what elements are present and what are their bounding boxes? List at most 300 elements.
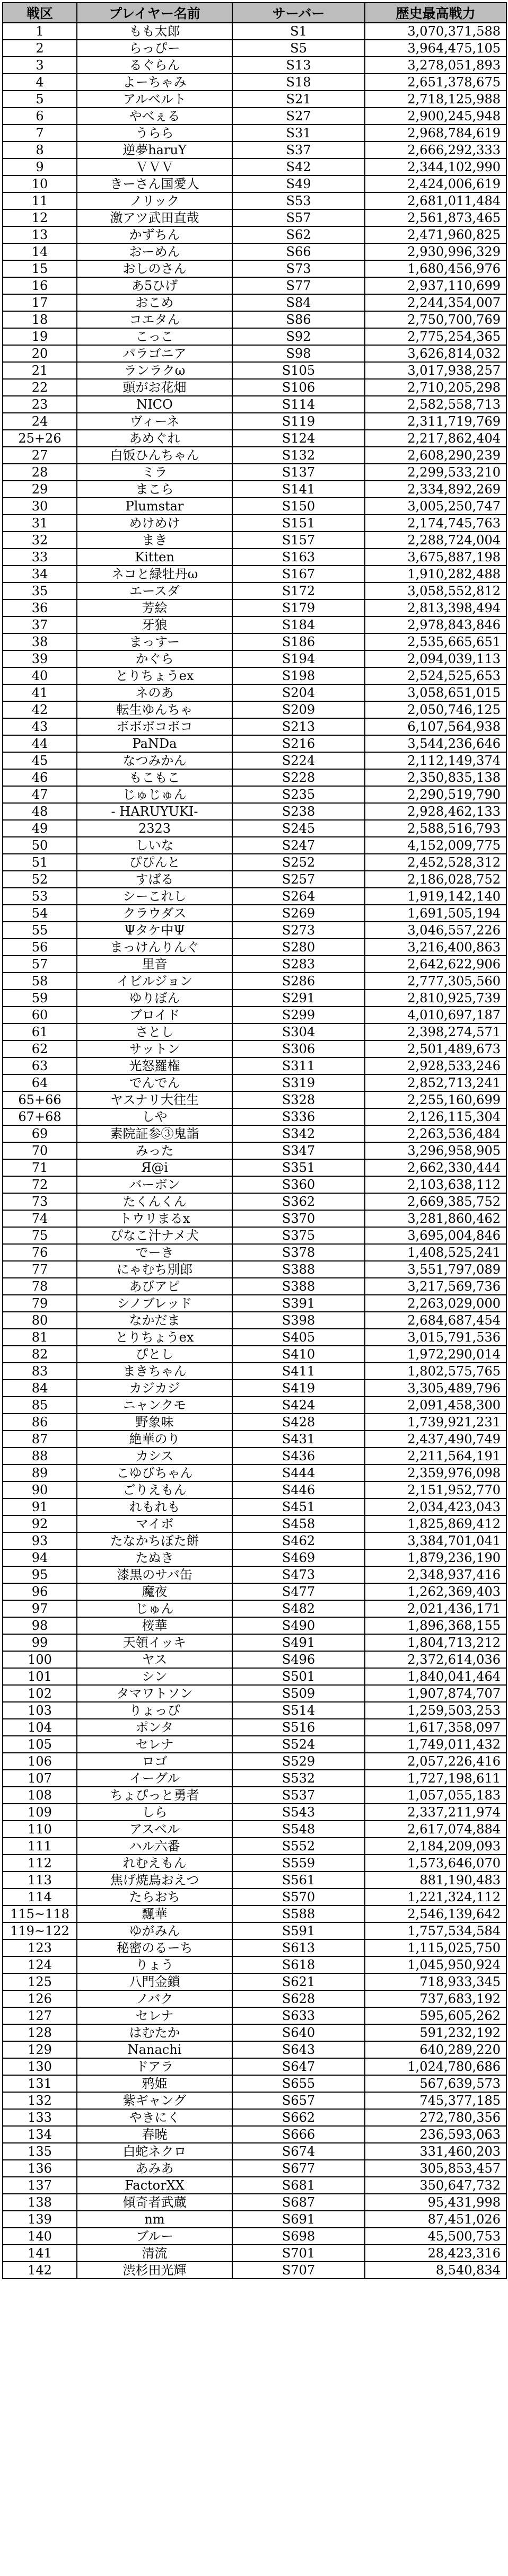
server-cell: S167 — [232, 566, 365, 583]
max-power-cell: 2,546,139,642 — [365, 1905, 506, 1922]
header-max-power: 歴史最高戦力 — [365, 3, 506, 23]
player-name-cell: ボボボコボコ — [77, 718, 232, 735]
table-row — [3, 871, 506, 888]
max-power-cell: 2,151,952,770 — [365, 1481, 506, 1498]
server-cell: S559 — [232, 1855, 365, 1872]
player-name-cell: 激アツ武田直哉 — [77, 209, 232, 226]
district-cell: 106 — [3, 1753, 77, 1770]
server-cell: S561 — [232, 1872, 365, 1889]
player-name-cell: ちょぴっと勇者 — [77, 1787, 232, 1804]
table-row — [3, 735, 506, 752]
max-power-cell: 2,263,536,484 — [365, 1125, 506, 1142]
player-name-cell: まっけんりんぐ — [77, 939, 232, 956]
table-row — [3, 1193, 506, 1210]
table-row — [3, 2058, 506, 2075]
player-name-cell: ヤス — [77, 1651, 232, 1668]
district-cell: 70 — [3, 1142, 77, 1159]
player-name-cell: 転生ゆんちゃ — [77, 701, 232, 718]
district-cell: 94 — [3, 1549, 77, 1566]
district-cell: 30 — [3, 498, 77, 515]
district-cell: 51 — [3, 854, 77, 871]
server-cell: S179 — [232, 599, 365, 616]
server-cell: S252 — [232, 854, 365, 871]
district-cell: 91 — [3, 1498, 77, 1515]
max-power-cell: 2,350,835,138 — [365, 769, 506, 786]
table-row — [3, 684, 506, 701]
max-power-cell: 2,299,533,210 — [365, 464, 506, 481]
player-name-cell: すばる — [77, 871, 232, 888]
district-cell: 47 — [3, 786, 77, 803]
district-cell: 50 — [3, 837, 77, 854]
table-row — [3, 108, 506, 125]
header-player-name: プレイヤー名前 — [77, 3, 232, 23]
table-row — [3, 2228, 506, 2245]
player-name-cell: 飄華 — [77, 1905, 232, 1922]
district-cell: 82 — [3, 1346, 77, 1363]
table-row — [3, 1057, 506, 1074]
server-cell: S213 — [232, 718, 365, 735]
player-name-cell: 漆黒のサバ缶 — [77, 1566, 232, 1583]
player-name-cell: 絶華のり — [77, 1431, 232, 1448]
district-cell: 31 — [3, 515, 77, 532]
server-cell: S687 — [232, 2194, 365, 2211]
table-row — [3, 1600, 506, 1617]
player-name-cell: ランラクω — [77, 362, 232, 379]
server-cell: S388 — [232, 1261, 365, 1278]
table-row — [3, 23, 506, 40]
district-cell: 97 — [3, 1600, 77, 1617]
player-name-cell: ぴとし — [77, 1346, 232, 1363]
header-district: 戦区 — [3, 3, 77, 23]
district-cell: 104 — [3, 1719, 77, 1736]
max-power-cell: 3,964,475,105 — [365, 40, 506, 57]
table-row — [3, 1261, 506, 1278]
server-cell: S628 — [232, 1990, 365, 2007]
server-cell: S245 — [232, 820, 365, 837]
server-cell: S31 — [232, 125, 365, 142]
district-cell: 111 — [3, 1838, 77, 1855]
max-power-cell: 2,501,489,673 — [365, 1040, 506, 1057]
player-name-cell: るぐらん — [77, 57, 232, 74]
max-power-cell: 2,524,525,653 — [365, 667, 506, 684]
max-power-cell: 2,263,029,000 — [365, 1295, 506, 1312]
table-row — [3, 1448, 506, 1465]
table-row — [3, 1515, 506, 1532]
district-cell: 32 — [3, 532, 77, 549]
server-cell: S640 — [232, 2024, 365, 2041]
district-cell: 101 — [3, 1668, 77, 1685]
player-name-cell: とりちょうex — [77, 1329, 232, 1346]
player-name-cell: Ψタケ中Ψ — [77, 922, 232, 939]
table-row — [3, 2024, 506, 2041]
max-power-cell: 2,813,398,494 — [365, 599, 506, 616]
district-cell: 22 — [3, 379, 77, 396]
server-cell: S491 — [232, 1634, 365, 1651]
district-cell: 140 — [3, 2228, 77, 2245]
server-cell: S548 — [232, 1821, 365, 1838]
max-power-cell: 2,608,290,239 — [365, 447, 506, 464]
player-name-cell: おーめん — [77, 243, 232, 260]
max-power-cell: 2,126,115,304 — [365, 1108, 506, 1125]
max-power-cell: 2,810,925,739 — [365, 990, 506, 1007]
table-row — [3, 1142, 506, 1159]
district-cell: 5 — [3, 91, 77, 108]
district-cell: 3 — [3, 57, 77, 74]
server-cell: S436 — [232, 1448, 365, 1465]
table-row — [3, 209, 506, 226]
table-row — [3, 549, 506, 566]
server-cell: S209 — [232, 701, 365, 718]
max-power-cell: 1,408,525,241 — [365, 1244, 506, 1261]
district-cell: 44 — [3, 735, 77, 752]
max-power-cell: 3,015,791,536 — [365, 1329, 506, 1346]
player-name-cell: 紫ギャング — [77, 2092, 232, 2109]
player-name-cell: ノバク — [77, 1990, 232, 2007]
player-name-cell: 素院証参③鬼詣 — [77, 1125, 232, 1142]
district-cell: 19 — [3, 328, 77, 345]
server-cell: S273 — [232, 922, 365, 939]
table-row — [3, 2109, 506, 2126]
district-cell: 40 — [3, 667, 77, 684]
district-cell: 23 — [3, 396, 77, 413]
server-cell: S184 — [232, 616, 365, 633]
player-name-cell: しや — [77, 1108, 232, 1125]
table-row — [3, 1668, 506, 1685]
table-row — [3, 1753, 506, 1770]
player-name-cell: まっすー — [77, 633, 232, 650]
player-name-cell: 芳絵 — [77, 599, 232, 616]
district-cell: 131 — [3, 2075, 77, 2092]
max-power-cell: 4,152,009,775 — [365, 837, 506, 854]
player-name-cell: ゆがみん — [77, 1922, 232, 1939]
player-name-cell: たぬき — [77, 1549, 232, 1566]
player-name-cell: 渋杉田光輝 — [77, 2262, 232, 2279]
header-row — [3, 3, 506, 23]
max-power-cell: 331,460,203 — [365, 2143, 506, 2160]
district-cell: 61 — [3, 1024, 77, 1040]
player-name-cell: ブロイド — [77, 1007, 232, 1024]
district-cell: 129 — [3, 2041, 77, 2058]
district-cell: 96 — [3, 1583, 77, 1600]
server-cell: S13 — [232, 57, 365, 74]
max-power-cell: 2,535,665,651 — [365, 633, 506, 650]
server-cell: S444 — [232, 1465, 365, 1481]
player-name-cell: 魔夜 — [77, 1583, 232, 1600]
player-name-cell: シン — [77, 1668, 232, 1685]
district-cell: 6 — [3, 108, 77, 125]
server-cell: S351 — [232, 1159, 365, 1176]
district-cell: 87 — [3, 1431, 77, 1448]
max-power-cell: 1,259,503,253 — [365, 1702, 506, 1719]
max-power-cell: 1,972,290,014 — [365, 1346, 506, 1363]
district-cell: 127 — [3, 2007, 77, 2024]
table-row — [3, 294, 506, 311]
table-row — [3, 532, 506, 549]
district-cell: 112 — [3, 1855, 77, 1872]
table-row — [3, 91, 506, 108]
server-cell: S280 — [232, 939, 365, 956]
server-cell: S198 — [232, 667, 365, 684]
server-cell: S424 — [232, 1397, 365, 1414]
max-power-cell: 1,680,456,976 — [365, 260, 506, 277]
player-name-cell: 鸦姫 — [77, 2075, 232, 2092]
max-power-cell: 2,651,378,675 — [365, 74, 506, 91]
server-cell: S27 — [232, 108, 365, 125]
server-cell: S238 — [232, 803, 365, 820]
player-name-cell: ＶＶＶ — [77, 158, 232, 175]
table-row — [3, 40, 506, 57]
max-power-cell: 1,221,324,112 — [365, 1889, 506, 1905]
player-name-cell: かぐら — [77, 650, 232, 667]
ranking-table — [2, 2, 507, 2279]
server-cell: S132 — [232, 447, 365, 464]
district-cell: 71 — [3, 1159, 77, 1176]
player-name-cell: PaNDa — [77, 735, 232, 752]
table-row — [3, 939, 506, 956]
district-cell: 88 — [3, 1448, 77, 1465]
player-name-cell: やべぇる — [77, 108, 232, 125]
server-cell: S674 — [232, 2143, 365, 2160]
server-cell: S235 — [232, 786, 365, 803]
player-name-cell: おこめ — [77, 294, 232, 311]
table-row — [3, 786, 506, 803]
district-cell: 62 — [3, 1040, 77, 1057]
server-cell: S462 — [232, 1532, 365, 1549]
player-name-cell: 頭がお花畑 — [77, 379, 232, 396]
district-cell: 20 — [3, 345, 77, 362]
table-row — [3, 1397, 506, 1414]
server-cell: S283 — [232, 956, 365, 973]
server-cell: S106 — [232, 379, 365, 396]
server-cell: S398 — [232, 1312, 365, 1329]
max-power-cell: 1,749,011,432 — [365, 1736, 506, 1753]
table-row — [3, 1651, 506, 1668]
max-power-cell: 3,058,552,812 — [365, 583, 506, 599]
server-cell: S681 — [232, 2177, 365, 2194]
max-power-cell: 2,561,873,465 — [365, 209, 506, 226]
table-row — [3, 1956, 506, 1973]
district-cell: 77 — [3, 1261, 77, 1278]
max-power-cell: 3,675,887,198 — [365, 549, 506, 566]
max-power-cell: 2,021,436,171 — [365, 1600, 506, 1617]
table-row — [3, 769, 506, 786]
player-name-cell: じゅじゅん — [77, 786, 232, 803]
table-row — [3, 1905, 506, 1922]
table-row — [3, 1804, 506, 1821]
table-row — [3, 1973, 506, 1990]
district-cell: 36 — [3, 599, 77, 616]
max-power-cell: 2,359,976,098 — [365, 1465, 506, 1481]
table-row — [3, 888, 506, 905]
table-row — [3, 1702, 506, 1719]
max-power-cell: 2,057,226,416 — [365, 1753, 506, 1770]
player-name-cell: アスベル — [77, 1821, 232, 1838]
table-row — [3, 1074, 506, 1091]
district-cell: 15 — [3, 260, 77, 277]
server-cell: S618 — [232, 1956, 365, 1973]
district-cell: 33 — [3, 549, 77, 566]
max-power-cell: 28,423,316 — [365, 2245, 506, 2262]
server-cell: S458 — [232, 1515, 365, 1532]
max-power-cell: 2,186,028,752 — [365, 871, 506, 888]
district-cell: 45 — [3, 752, 77, 769]
player-name-cell: じゅん — [77, 1600, 232, 1617]
district-cell: 74 — [3, 1210, 77, 1227]
max-power-cell: 3,278,051,893 — [365, 57, 506, 74]
table-row — [3, 1872, 506, 1889]
server-cell: S529 — [232, 1753, 365, 1770]
district-cell: 54 — [3, 905, 77, 922]
server-cell: S299 — [232, 1007, 365, 1024]
district-cell: 109 — [3, 1804, 77, 1821]
district-cell: 35 — [3, 583, 77, 599]
server-cell: S446 — [232, 1481, 365, 1498]
server-cell: S388 — [232, 1278, 365, 1295]
max-power-cell: 2,398,274,571 — [365, 1024, 506, 1040]
district-cell: 2 — [3, 40, 77, 57]
table-row — [3, 599, 506, 616]
player-name-cell: セレナ — [77, 1736, 232, 1753]
district-cell: 16 — [3, 277, 77, 294]
table-row — [3, 2126, 506, 2143]
server-cell: S490 — [232, 1617, 365, 1634]
player-name-cell: まきちゃん — [77, 1363, 232, 1380]
player-name-cell: 白蛇ネクロ — [77, 2143, 232, 2160]
server-cell: S691 — [232, 2211, 365, 2228]
table-row — [3, 922, 506, 939]
max-power-cell: 1,907,874,707 — [365, 1685, 506, 1702]
max-power-cell: 745,377,185 — [365, 2092, 506, 2109]
table-row — [3, 1889, 506, 1905]
table-row — [3, 1414, 506, 1431]
player-name-cell: ミラ — [77, 464, 232, 481]
server-cell: S591 — [232, 1922, 365, 1939]
table-row — [3, 1244, 506, 1261]
district-cell: 28 — [3, 464, 77, 481]
player-name-cell: あみあ — [77, 2160, 232, 2177]
server-cell: S151 — [232, 515, 365, 532]
player-name-cell: コエタん — [77, 311, 232, 328]
table-row — [3, 1821, 506, 1838]
player-name-cell: エースダ — [77, 583, 232, 599]
table-row — [3, 481, 506, 498]
max-power-cell: 2,437,490,749 — [365, 1431, 506, 1448]
district-cell: 63 — [3, 1057, 77, 1074]
district-cell: 78 — [3, 1278, 77, 1295]
server-cell: S49 — [232, 175, 365, 192]
server-cell: S698 — [232, 2228, 365, 2245]
server-cell: S53 — [232, 192, 365, 209]
district-cell: 98 — [3, 1617, 77, 1634]
server-cell: S319 — [232, 1074, 365, 1091]
player-name-cell: やきにく — [77, 2109, 232, 2126]
max-power-cell: 2,775,254,365 — [365, 328, 506, 345]
district-cell: 141 — [3, 2245, 77, 2262]
table-row — [3, 1566, 506, 1583]
max-power-cell: 2,617,074,884 — [365, 1821, 506, 1838]
district-cell: 119~122 — [3, 1922, 77, 1939]
server-cell: S537 — [232, 1787, 365, 1804]
player-name-cell: おしのさん — [77, 260, 232, 277]
district-cell: 27 — [3, 447, 77, 464]
max-power-cell: 3,281,860,462 — [365, 1210, 506, 1227]
table-row — [3, 1091, 506, 1108]
max-power-cell: 2,900,245,948 — [365, 108, 506, 125]
table-row — [3, 1532, 506, 1549]
player-name-cell: たなかちぼた餅 — [77, 1532, 232, 1549]
max-power-cell: 1,115,025,750 — [365, 1939, 506, 1956]
server-cell: S204 — [232, 684, 365, 701]
max-power-cell: 3,305,489,796 — [365, 1380, 506, 1397]
district-cell: 42 — [3, 701, 77, 718]
max-power-cell: 2,852,713,241 — [365, 1074, 506, 1091]
server-cell: S336 — [232, 1108, 365, 1125]
table-row — [3, 226, 506, 243]
player-name-cell: はむたか — [77, 2024, 232, 2041]
table-row — [3, 1685, 506, 1702]
max-power-cell: 2,978,843,846 — [365, 616, 506, 633]
district-cell: 14 — [3, 243, 77, 260]
player-name-cell: あめぐれ — [77, 430, 232, 447]
server-cell: S84 — [232, 294, 365, 311]
player-name-cell: バーボン — [77, 1176, 232, 1193]
district-cell: 90 — [3, 1481, 77, 1498]
table-row — [3, 74, 506, 91]
table-row — [3, 990, 506, 1007]
max-power-cell: 2,471,960,825 — [365, 226, 506, 243]
district-cell: 21 — [3, 362, 77, 379]
player-name-cell: パラゴニア — [77, 345, 232, 362]
server-cell: S77 — [232, 277, 365, 294]
district-cell: 136 — [3, 2160, 77, 2177]
table-row — [3, 1855, 506, 1872]
max-power-cell: 1,757,534,584 — [365, 1922, 506, 1939]
table-row — [3, 1465, 506, 1481]
district-cell: 84 — [3, 1380, 77, 1397]
district-cell: 69 — [3, 1125, 77, 1142]
player-name-cell: れむえもん — [77, 1855, 232, 1872]
max-power-cell: 1,802,575,765 — [365, 1363, 506, 1380]
district-cell: 95 — [3, 1566, 77, 1583]
table-row — [3, 583, 506, 599]
server-cell: S501 — [232, 1668, 365, 1685]
server-cell: S428 — [232, 1414, 365, 1431]
player-name-cell: きーさん国愛人 — [77, 175, 232, 192]
table-row — [3, 1431, 506, 1448]
table-row — [3, 1007, 506, 1024]
table-row — [3, 1617, 506, 1634]
server-cell: S411 — [232, 1363, 365, 1380]
max-power-cell: 2,211,564,191 — [365, 1448, 506, 1465]
max-power-cell: 45,500,753 — [365, 2228, 506, 2245]
district-cell: 34 — [3, 566, 77, 583]
max-power-cell: 2,937,110,699 — [365, 277, 506, 294]
max-power-cell: 567,639,573 — [365, 2075, 506, 2092]
player-name-cell: 傾奇者武蔵 — [77, 2194, 232, 2211]
district-cell: 9 — [3, 158, 77, 175]
district-cell: 92 — [3, 1515, 77, 1532]
max-power-cell: 2,424,006,619 — [365, 175, 506, 192]
district-cell: 105 — [3, 1736, 77, 1753]
player-name-cell: 春暁 — [77, 2126, 232, 2143]
server-cell: S410 — [232, 1346, 365, 1363]
district-cell: 12 — [3, 209, 77, 226]
player-name-cell: なかだま — [77, 1312, 232, 1329]
table-row — [3, 1346, 506, 1363]
max-power-cell: 718,933,345 — [365, 1973, 506, 1990]
player-name-cell: タマワトソン — [77, 1685, 232, 1702]
player-name-cell: ぴぴんと — [77, 854, 232, 871]
